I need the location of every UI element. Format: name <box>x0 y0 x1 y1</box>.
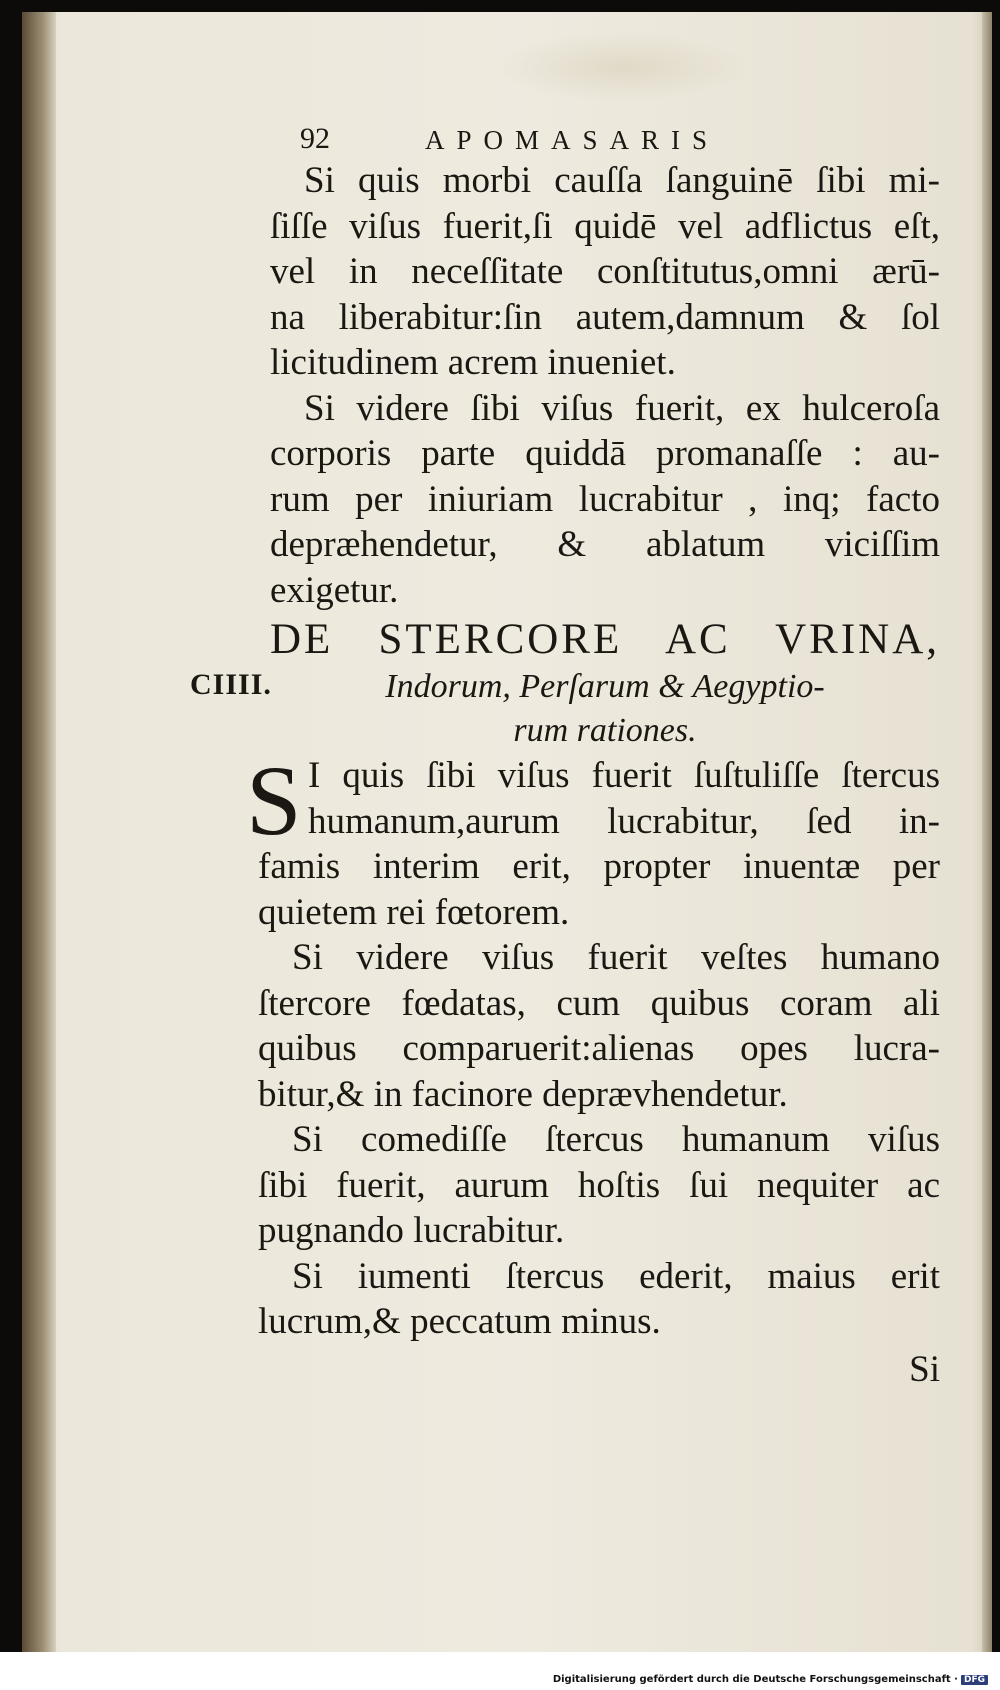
text-line: vel in neceſſitate conſtitutus,omni ærū- <box>270 251 940 292</box>
text-line: corporis parte quiddā promanaſſe : au- <box>270 433 940 474</box>
text-line: quibus comparuerit:alienas opes lucra- <box>258 1028 940 1069</box>
text-line: Si quis morbi cauſſa ſanguinē ſibi mi- <box>304 160 940 201</box>
text-line: na liberabitur:ſin autem,damnum & ſol <box>270 296 940 338</box>
catchword: Si <box>909 1348 940 1390</box>
paragraph-5 <box>258 1117 940 1254</box>
credit-text: Digitalisierung gefördert durch die Deutsche Forschungsgemeinschaft · <box>552 1674 958 1685</box>
section-heading: DE STERCORE AC VRINA, <box>270 616 940 663</box>
text-line: bitur,& in facinore deprævhendetur. <box>258 1073 788 1115</box>
text-line: I quis ſibi viſus fuerit ſuſtuliſſe ſtercus <box>308 755 940 796</box>
text-line: pugnando lucrabitur. <box>258 1210 565 1251</box>
paragraph-3 <box>246 745 940 935</box>
book-spine <box>22 12 56 1652</box>
text-line: famis interim erit, propter inuentæ per <box>258 846 940 887</box>
paragraph-6 <box>258 1254 940 1345</box>
subheading-line: rum rationes. <box>513 712 697 749</box>
text-line: Si iumenti ſtercus ederit, maius erit <box>292 1255 940 1297</box>
text-line: quietem rei fœtorem. <box>258 891 570 933</box>
running-title: APOMASARIS <box>425 125 720 155</box>
text-block <box>246 112 940 1392</box>
page-number: 92 <box>300 122 330 155</box>
subheading <box>270 665 940 753</box>
drop-cap: S <box>246 745 302 856</box>
text-line: exigetur. <box>270 569 399 611</box>
text-line: ſiſſe viſus fuerit,ſi quidē vel adflictus eſt, <box>270 205 940 247</box>
page-header <box>270 112 940 158</box>
text-line: Si videre viſus fuerit veſtes humano <box>292 937 940 978</box>
text-line: Si comediſſe ſtercus humanum viſus <box>292 1119 940 1160</box>
marginal-number: CIIII. <box>190 668 272 701</box>
page-edge <box>982 12 992 1652</box>
text-line: rum per iniuriam lucrabitur , inq; facto <box>270 478 940 520</box>
digitization-credit <box>553 1674 988 1685</box>
paragraph-4 <box>258 935 940 1117</box>
text-line: lucrum,& peccatum minus. <box>258 1301 661 1342</box>
text-line: ſtercore fœdatas, cum quibus coram ali <box>258 982 940 1024</box>
subheading-line: Indorum, Perſarum & Aegyptio- <box>385 668 825 705</box>
text-line: licitudinem acrem inueniet. <box>270 342 676 383</box>
dfg-logo: DFG <box>961 1675 988 1685</box>
text-line: humanum,aurum lucrabitur, ſed in- <box>308 800 940 842</box>
paragraph-2 <box>270 386 940 614</box>
paragraph-1 <box>270 158 940 386</box>
text-line: depræhendetur, & ablatum viciſſim <box>270 524 940 565</box>
text-line: ſibi fuerit, aurum hoſtis ſui nequiter ac <box>258 1164 940 1206</box>
text-line: Si videre ſibi viſus fuerit, ex hulceroſa <box>304 387 940 429</box>
